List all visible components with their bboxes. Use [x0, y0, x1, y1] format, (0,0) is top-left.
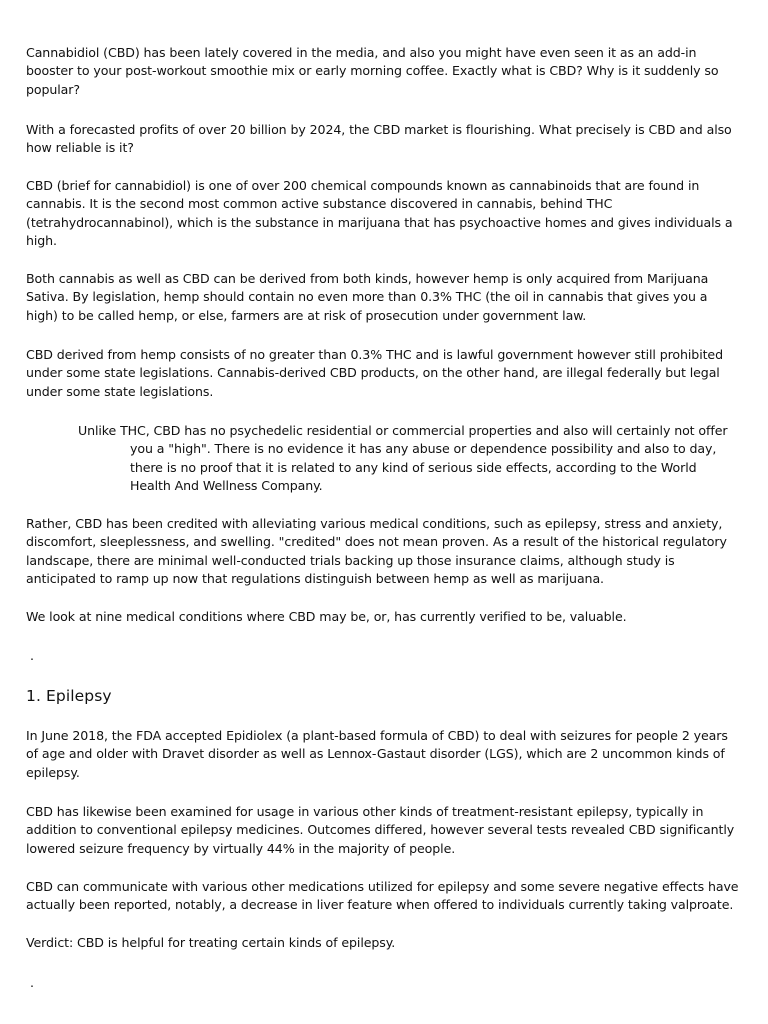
- section-heading-epilepsy: 1. Epilepsy: [26, 687, 112, 705]
- intro-paragraph: Cannabidiol (CBD) has been lately covered in the media, and also you might have even seen it as an add-in booster to your post-workout smoothie mix or early morning coffee. Exactly what is CBD? Why is it suddenly so popular?: [26, 45, 719, 97]
- epidiolex-paragraph: In June 2018, the FDA accepted Epidiolex (a plant-based formula of CBD) to deal with seizures for people 2 years of age and older with Dravet disorder as well as Lennox-Gastaut disorder (LGS), which are 2 uncommon kinds of epilepsy.: [26, 728, 728, 780]
- separator-dot: .: [30, 648, 35, 663]
- hemp-paragraph: Both cannabis as well as CBD can be derived from both kinds, however hemp is only acquired from Marijuana Sativa. By legislation, hemp should contain no even more than 0.3% THC (the oil in cannabis that gives you a high) to be called hemp, or else, farmers are at risk of prosecution under government law.: [26, 271, 709, 323]
- interaction-paragraph: CBD can communicate with various other medications utilized for epilepsy and some severe negative effects have actually been reported, notably, a decrease in liver feature when offered to individuals currently taking valproate.: [26, 879, 739, 913]
- separator-dot-bottom: .: [30, 975, 35, 990]
- block-quote: Unlike THC, CBD has no psychedelic residential or commercial properties and also will certainly not offer you a "high". There is no evidence it has any abuse or dependence possibility and also to day, there is no proof that it is related to any kind of serious side effects, according to the World Health And Wellness Company.: [78, 423, 728, 493]
- verdict-paragraph: Verdict: CBD is helpful for treating certain kinds of epilepsy.: [26, 935, 396, 950]
- legal-paragraph: CBD derived from hemp consists of no greater than 0.3% THC and is lawful government however still prohibited under some state legislations. Cannabis-derived CBD products, on the other hand, are illegal federally but legal under some state legislations.: [26, 347, 723, 399]
- medical-conditions-paragraph: Rather, CBD has been credited with alleviating various medical conditions, such as epilepsy, stress and anxiety, discomfort, sleeplessness, and swelling. "credited" does not mean proven. As a result of the historical regulatory landscape, there are minimal well-conducted trials backing up those insurance claims, although study is anticipated to ramp up now that regulations distinguish between hemp as well as marijuana.: [26, 516, 727, 586]
- nine-conditions-paragraph: We look at nine medical conditions where CBD may be, or, has currently verified to be, valuable.: [26, 609, 627, 624]
- treatment-resistant-paragraph: CBD has likewise been examined for usage in various other kinds of treatment-resistant epilepsy, typically in addition to conventional epilepsy medicines. Outcomes differed, however several tests revealed CBD significantly lowered seizure frequency by virtually 44% in the majority of people.: [26, 804, 735, 856]
- market-paragraph: With a forecasted profits of over 20 billion by 2024, the CBD market is flourishing. What precisely is CBD and also how reliable is it?: [26, 122, 732, 156]
- definition-paragraph: CBD (brief for cannabidiol) is one of over 200 chemical compounds known as cannabinoids that are found in cannabis. It is the second most common active substance discovered in cannabis, behind THC (tetrahydrocannabinol), which is the substance in marijuana that has psychoactive homes and gives individuals a high.: [26, 178, 733, 248]
